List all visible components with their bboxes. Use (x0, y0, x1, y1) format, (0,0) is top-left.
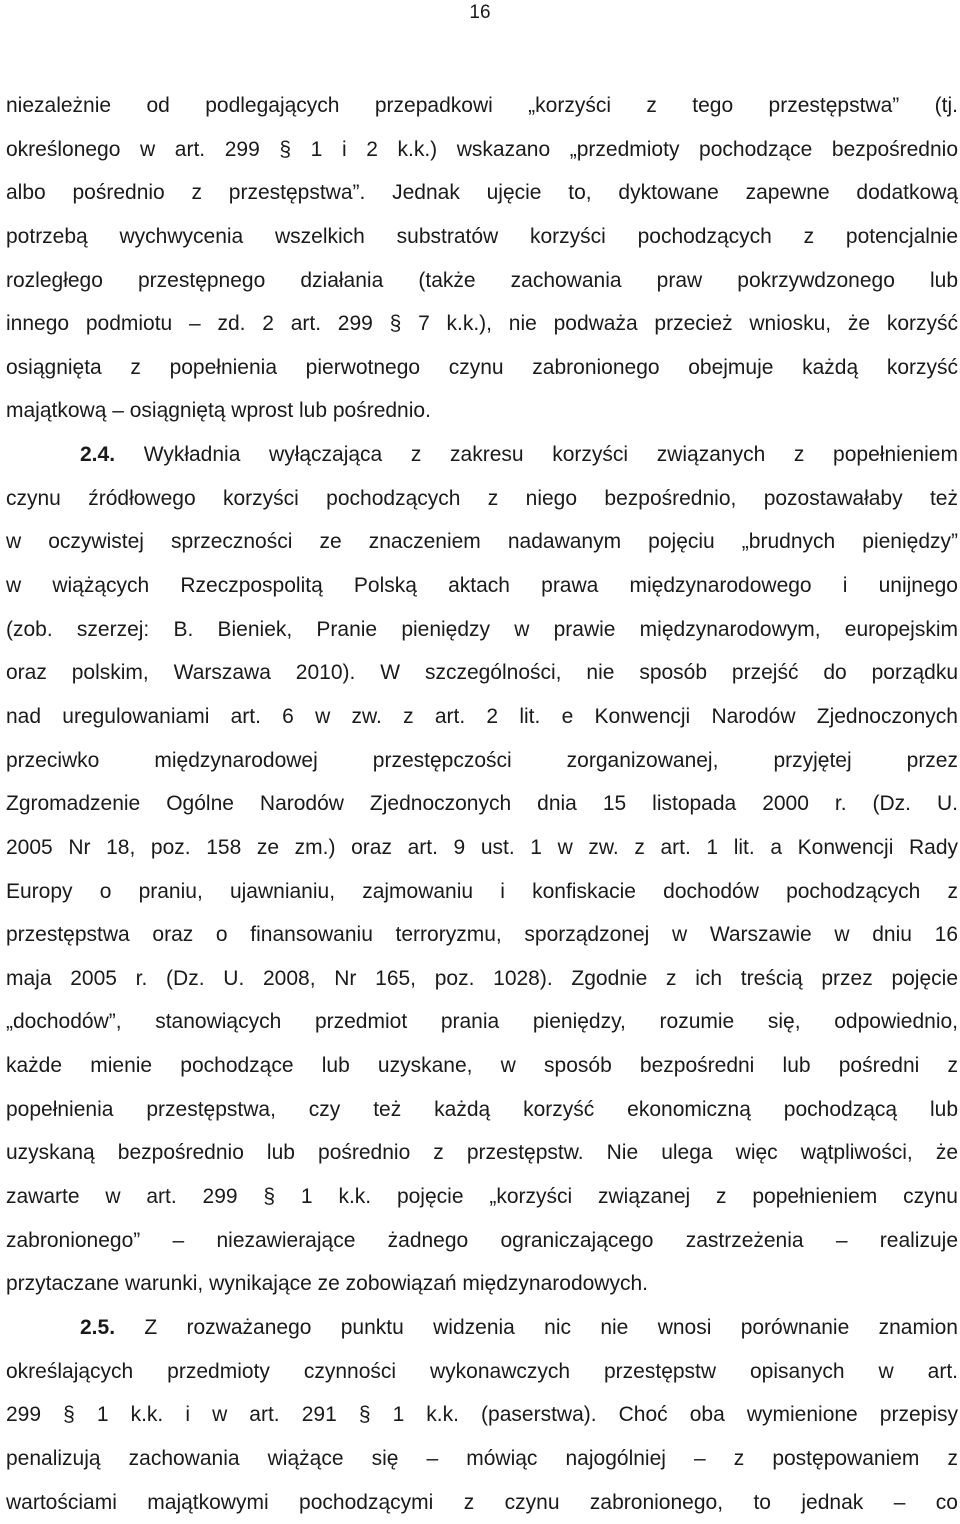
text-line (6, 1044, 958, 1088)
line-text: popełnienia przestępstwa, czy też każdą korzyść ekonomiczną pochodzącą lub (6, 1098, 958, 1121)
line-text: wartościami majątkowymi pochodzącymi z czynu zabronionego, to jednak – co (6, 1491, 958, 1514)
page-number: 16 (0, 2, 960, 24)
text-line (6, 1481, 958, 1524)
line-text: zawarte w art. 299 § 1 k.k. pojęcie „korzyści związanej z popełnieniem czynu (6, 1185, 958, 1208)
line-text: potrzebą wychwycenia wszelkich substratów korzyści pochodzących z potencjalnie (6, 225, 958, 248)
line-text: czynu źródłowego korzyści pochodzących z niego bezpośrednio, pozostawałaby też (6, 487, 958, 510)
text-line (6, 477, 958, 521)
section-number: 2.4. (80, 443, 115, 466)
line-text: przytaczane warunki, wynikające ze zobowiązań międzynarodowych. (6, 1272, 648, 1295)
text-line (6, 564, 958, 608)
paragraph-start-line (6, 433, 958, 477)
text-line (6, 1088, 958, 1132)
text-line (6, 1393, 958, 1437)
text-line (6, 215, 958, 259)
line-text: określonego w art. 299 § 1 i 2 k.k.) wskazano „przedmioty pochodzące bezpośrednio (6, 138, 958, 161)
line-text: każde mienie pochodzące lub uzyskane, w sposób bezpośredni lub pośredni z (6, 1054, 958, 1077)
text-line (6, 1000, 958, 1044)
text-line (6, 1175, 958, 1219)
line-text: innego podmiotu – zd. 2 art. 299 § 7 k.k.), nie podważa przecież wniosku, że korzyść (6, 312, 958, 335)
line-text: Europy o praniu, ujawnianiu, zajmowaniu i konfiskacie dochodów pochodzących z (6, 880, 958, 903)
line-text: Zgromadzenie Ogólne Narodów Zjednoczonych dnia 15 listopada 2000 r. (Dz. U. (6, 792, 958, 815)
text-line (6, 1437, 958, 1481)
line-text: nad uregulowaniami art. 6 w zw. z art. 2 lit. e Konwencji Narodów Zjednoczonych (6, 705, 958, 728)
line-text: Wykładnia wyłączająca z zakresu korzyści związanych z popełnieniem (144, 443, 958, 466)
text-line (6, 870, 958, 914)
text-line (6, 913, 958, 957)
line-text: przeciwko międzynarodowej przestępczości zorganizowanej, przyjętej przez (6, 749, 958, 772)
text-line (6, 171, 958, 215)
line-text: 299 § 1 k.k. i w art. 291 § 1 k.k. (paserstwa). Choć oba wymienione przepisy (6, 1403, 958, 1426)
line-text: maja 2005 r. (Dz. U. 2008, Nr 165, poz. 1028). Zgodnie z ich treścią przez pojęcie (6, 967, 958, 990)
line-text: w oczywistej sprzeczności ze znaczeniem nadawanym pojęciu „brudnych pieniędzy” (6, 530, 958, 553)
text-line (6, 346, 958, 390)
line-text: majątkową – osiągniętą wprost lub pośrednio. (6, 399, 431, 422)
text-line (6, 302, 958, 346)
line-text: określających przedmioty czynności wykonawczych przestępstw opisanych w art. (6, 1360, 958, 1383)
line-text: przestępstwa oraz o finansowaniu terroryzmu, sporządzonej w Warszawie w dniu 16 (6, 923, 958, 946)
text-line (6, 957, 958, 1001)
text-line (6, 651, 958, 695)
line-text: rozległego przestępnego działania (także zachowania praw pokrzywdzonego lub (6, 269, 958, 292)
text-line (6, 128, 958, 172)
line-text: oraz polskim, Warszawa 2010). W szczególności, nie sposób przejść do porządku (6, 661, 958, 684)
text-line (6, 259, 958, 303)
text-line (6, 520, 958, 564)
text-line (6, 1219, 958, 1263)
line-text: uzyskaną bezpośrednio lub pośrednio z przestępstw. Nie ulega więc wątpliwości, że (6, 1141, 958, 1164)
paragraph-start-line (6, 1306, 958, 1350)
line-text: 2005 Nr 18, poz. 158 ze zm.) oraz art. 9 ust. 1 w zw. z art. 1 lit. a Konwencji Rady (6, 836, 958, 859)
line-text: zabronionego” – niezawierające żadnego ograniczającego zastrzeżenia – realizuje (6, 1229, 958, 1252)
line-text: niezależnie od podlegających przepadkowi „korzyści z tego przestępstwa” (tj. (6, 94, 958, 117)
text-line (6, 84, 958, 128)
line-text: w wiążących Rzeczpospolitą Polską aktach prawa międzynarodowego i unijnego (6, 574, 958, 597)
line-text: osiągnięta z popełnienia pierwotnego czynu zabronionego obejmuje każdą korzyść (6, 356, 958, 379)
line-text: albo pośrednio z przestępstwa”. Jednak ujęcie to, dyktowane zapewne dodatkową (6, 181, 958, 204)
text-line (6, 739, 958, 783)
line-text: (zob. szerzej: B. Bieniek, Pranie pieniędzy w prawie międzynarodowym, europejskim (6, 618, 958, 641)
body-text (6, 84, 958, 1524)
section-number: 2.5. (80, 1316, 115, 1339)
text-line (6, 389, 958, 433)
text-line (6, 1262, 958, 1306)
line-text: „dochodów”, stanowiących przedmiot prania pieniędzy, rozumie się, odpowiednio, (6, 1010, 958, 1033)
text-line (6, 695, 958, 739)
text-line (6, 1131, 958, 1175)
text-line (6, 1350, 958, 1394)
line-text: penalizują zachowania wiążące się – mówiąc najogólniej – z postępowaniem z (6, 1447, 958, 1470)
text-line (6, 782, 958, 826)
text-line (6, 826, 958, 870)
text-line (6, 608, 958, 652)
line-text: Z rozważanego punktu widzenia nic nie wnosi porównanie znamion (144, 1316, 958, 1339)
